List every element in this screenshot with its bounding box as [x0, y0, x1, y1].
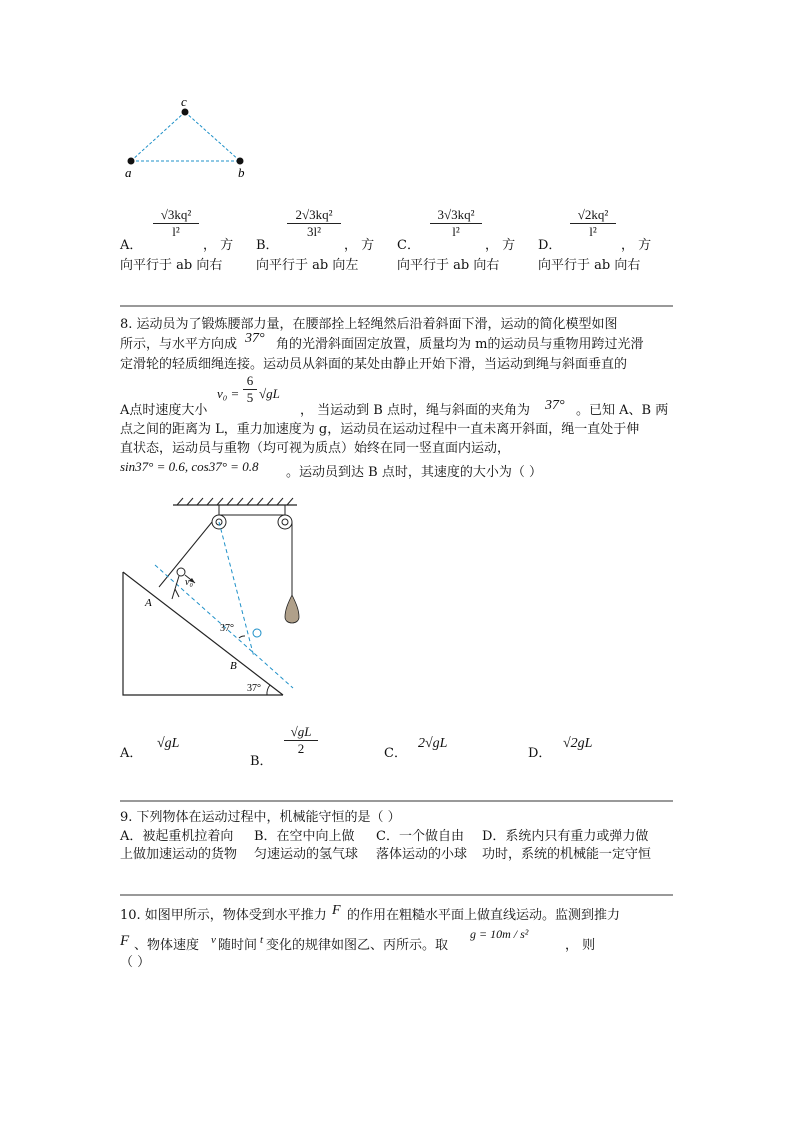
- q7-d-den: l²: [589, 224, 597, 239]
- q9-b2: 匀速运动的氢气球: [254, 847, 359, 862]
- fig-b-label: B: [230, 660, 237, 672]
- q8-line4c: 。已知 A、B 两: [576, 403, 669, 418]
- fig-v0-label: v₀: [185, 577, 193, 588]
- q8-a-val: √gL: [157, 736, 180, 751]
- q7-d-tail1: ， 方: [621, 238, 652, 253]
- q8-line2a: 所示，与水平方向成: [120, 337, 238, 352]
- q8-v0-lhs: v₀ =: [217, 386, 240, 401]
- q9-line1: 9. 下列物体在运动过程中，机械能守恒的是（ ）: [120, 810, 401, 825]
- q7-a-tail2: 向平行于 ab 向右: [120, 258, 223, 273]
- q8-line7: 。运动员到达 B 点时，其速度的大小为（ ）: [286, 465, 542, 480]
- q8-angle: 37°: [245, 331, 265, 346]
- q7-a-num: √3kq²: [153, 207, 199, 224]
- label-b: b: [238, 165, 245, 180]
- q7-b-tail1: ， 方: [344, 238, 375, 253]
- q8-angle-b: 37°: [545, 398, 565, 413]
- q10-f: F: [332, 903, 341, 918]
- divider-q8: [120, 305, 673, 307]
- q8-v0-den: 5: [246, 390, 254, 405]
- q7-a-den: l²: [172, 224, 180, 239]
- q8-c-val: 2√gL: [418, 736, 448, 751]
- q9-c1: C．一个做自由: [376, 829, 464, 844]
- q9-d2: 功时，系统的机械能一定守恒: [482, 847, 652, 862]
- incline-pulley-figure: [115, 495, 305, 700]
- q7-d-letter: D．: [538, 238, 562, 253]
- q7-d-tail2: 向平行于 ab 向右: [538, 258, 641, 273]
- q10-g: g = 10m / s²: [470, 927, 529, 941]
- q10-line2b: 随时间: [218, 938, 258, 953]
- q7-c-tail1: ， 方: [485, 238, 516, 253]
- q10-line3: （ ）: [120, 955, 151, 970]
- q9-a2: 上做加速运动的货物: [120, 847, 238, 862]
- q8-c-letter: C．: [384, 746, 407, 761]
- q7-b-num: 2√3kq²: [287, 207, 341, 224]
- q10-line2a: 、物体速度: [134, 938, 200, 953]
- q7-a-letter: A．: [120, 238, 143, 253]
- q8-d-val: √2gL: [563, 736, 593, 751]
- q8-line6: 直状态，运动员与重物（均可视为质点）始终在同一竖直面内运动，: [120, 441, 511, 456]
- q10-v: v: [211, 934, 216, 946]
- triangle-charge-diagram: [115, 95, 265, 185]
- fig-angle2: 37°: [247, 683, 261, 694]
- q10-line2c: 变化的规律如图乙、丙所示。取: [266, 938, 449, 953]
- q7-c-den: l²: [452, 224, 460, 239]
- fig-angle1: 37°: [220, 623, 234, 634]
- q8-v0-rad: √gL: [259, 386, 280, 401]
- q8-line2b: 角的光滑斜面固定放置，质量均为 m的运动员与重物用跨过光滑: [276, 337, 644, 352]
- q8-d-letter: D．: [528, 746, 552, 761]
- q7-c-num: 3√3kq²: [430, 207, 482, 224]
- q8-trig: sin37° = 0.6, cos37° = 0.8: [120, 459, 259, 474]
- q8-line4b: ， 当运动到 B 点时，绳与斜面的夹角为: [300, 403, 530, 418]
- label-c: c: [181, 95, 187, 109]
- q7-c-letter: C．: [397, 238, 420, 253]
- q7-a-tail1: ， 方: [203, 238, 234, 253]
- divider-q9: [120, 800, 673, 802]
- q10-t: t: [260, 934, 264, 946]
- divider-q10: [120, 894, 673, 896]
- q7-c-tail2: 向平行于 ab 向右: [397, 258, 500, 273]
- q9-d1: D．系统内只有重力或弹力做: [482, 829, 649, 844]
- fig-a-label: A: [145, 597, 152, 609]
- q8-b-den: 2: [297, 741, 305, 756]
- label-a: a: [125, 165, 132, 180]
- q8-b-letter: B．: [250, 754, 273, 769]
- q10-line1b: 的作用在粗糙水平面上做直线运动。监测到推力: [347, 908, 621, 923]
- q8-line1: 8. 运动员为了锻炼腰部力量，在腰部拴上轻绳然后沿着斜面下滑，运动的简化模型如图: [120, 317, 618, 332]
- q7-d-num: √2kq²: [570, 207, 616, 224]
- q7-b-den: 3l²: [306, 224, 321, 239]
- q8-b-num: √gL: [284, 724, 318, 741]
- q8-line3: 定滑轮的轻质细绳连接。运动员从斜面的某处由静止开始下滑，当运动到绳与斜面垂直的: [120, 357, 628, 372]
- q8-v0-num: 6: [243, 373, 257, 390]
- q10-line1a: 10. 如图甲所示，物体受到水平推力: [120, 908, 327, 923]
- q10-f2: F: [120, 933, 130, 949]
- q8-a-letter: A．: [120, 746, 143, 761]
- q10-line2d: ， 则: [565, 938, 596, 953]
- q9-c2: 落体运动的小球: [376, 847, 468, 862]
- q9-a1: A．被起重机拉着向: [120, 829, 234, 844]
- q8-line4a: A点时速度大小: [120, 403, 208, 418]
- q8-line5: 点之间的距离为 L，重力加速度为 g，运动员在运动过程中一直未离开斜面，绳一直处于伸: [120, 422, 640, 437]
- q9-b1: B．在空中向上做: [254, 829, 355, 844]
- q7-b-letter: B．: [256, 238, 279, 253]
- q7-b-tail2: 向平行于 ab 向左: [256, 258, 359, 273]
